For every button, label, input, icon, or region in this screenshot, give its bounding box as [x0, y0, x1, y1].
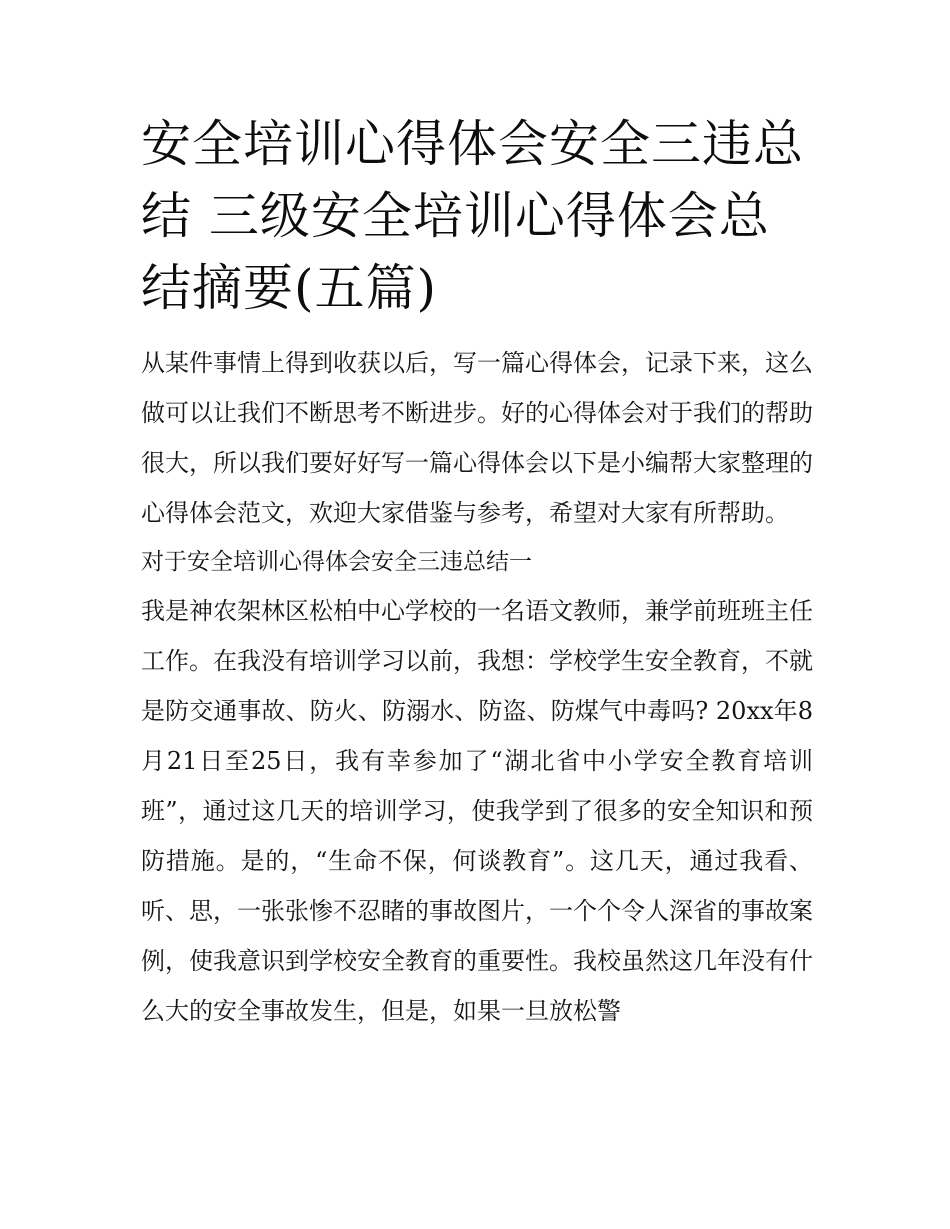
body-paragraph: 我是神农架林区松柏中心学校的一名语文教师，兼学前班班主任工作。在我没有培训学习以前，我想：学校学生安全教育，不就是防交通事故、防火、防溺水、防盗、防煤气中毒吗? 20xx年8月21日至25日，我有幸参加了“湖北省中小学安全教育培训班”，通过这几天的培训学习，使我学到了很多的安全知识和预防措施。是的，“生命不保，何谈教育”。这几天，通过我看、听、思，一张张惨不忍睹的事故图片，一个个令人深省的事故案例，使我意识到学校安全教育的重要性。我校虽然这几年没有什么大的安全事故发生，但是，如果一旦放松警: [141, 597, 813, 1025]
document-title: 安全培训心得体会安全三违总结 三级安全培训心得体会总结摘要(五篇): [141, 115, 804, 317]
document-content: [141, 108, 813, 1036]
section-heading: 对于安全培训心得体会安全三违总结一: [141, 549, 532, 575]
intro-paragraph: 从某件事情上得到收获以后，写一篇心得体会，记录下来，这么做可以让我们不断思考不断进步。好的心得体会对于我们的帮助很大，所以我们要好好写一篇心得体会以下是小编帮大家整理的心得体会范文，欢迎大家借鉴与参考，希望对大家有所帮助。: [141, 349, 813, 527]
